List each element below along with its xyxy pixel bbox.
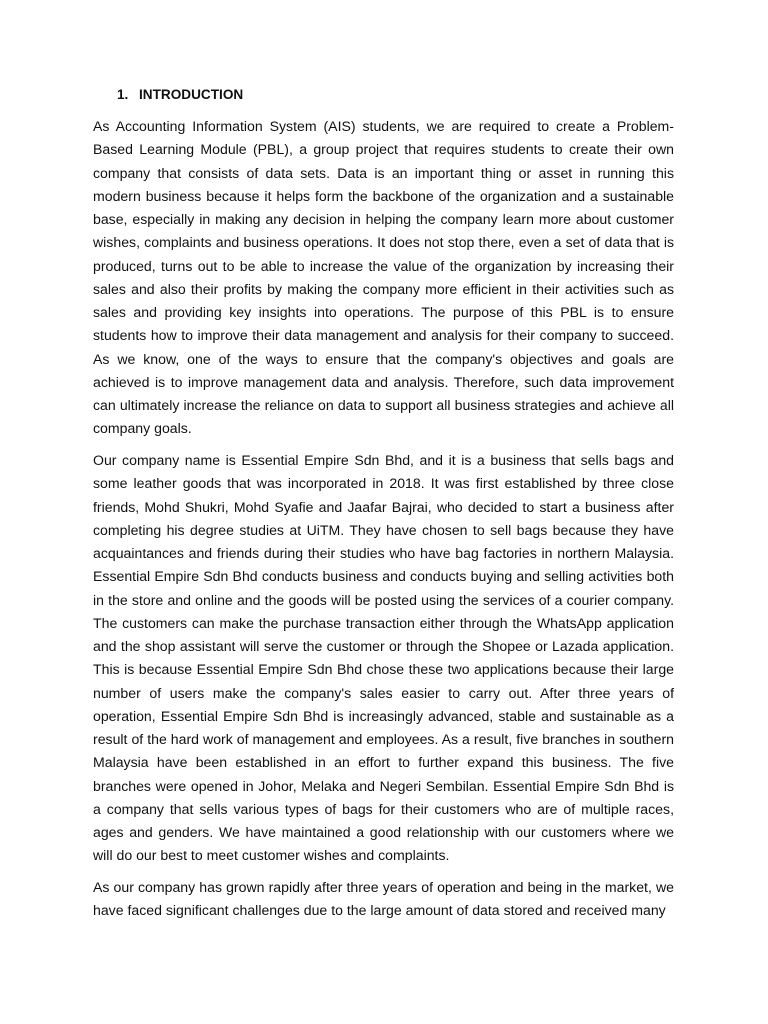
section-number: 1. <box>117 87 129 102</box>
section-title: INTRODUCTION <box>139 87 244 102</box>
paragraph-company: Our company name is Essential Empire Sdn Bhd, and it is a business that sells bags and some leather goods that was incorporated in 2018. It was first established by three close friends, Mohd Shukri, Mohd Syafie and Jaafar Bajrai, who decided to start a business after completing his degree studies at UiTM. They have chosen to sell bags because they have acquaintances and friends during their studies who have bag factories in northern Malaysia. Essential Empire Sdn Bhd conducts business and conducts buying and selling activities both in the store and online and the goods will be posted using the services of a courier company. The customers can make the purchase transaction either through the WhatsApp application and the shop assistant will serve the customer or through the Shopee or Lazada application. This is because Essential Empire Sdn Bhd chose these two applications because their large number of users make the company's sales easier to carry out. After three years of operation, Essential Empire Sdn Bhd is increasingly advanced, stable and sustainable as a result of the hard work of management and employees. As a result, five branches in southern Malaysia have been established in an effort to further expand this business. The five branches were opened in Johor, Melaka and Negeri Sembilan. Essential Empire Sdn Bhd is a company that sells various types of bags for their customers who are of multiple races, ages and genders. We have maintained a good relationship with our customers where we will do our best to meet customer wishes and complaints. <box>93 452 674 864</box>
paragraph-challenges: As our company has grown rapidly after three years of operation and being in the market, we have faced significant challenges due to the large amount of data stored and received many <box>93 879 674 919</box>
paragraph-intro: As Accounting Information System (AIS) students, we are required to create a Problem-Based Learning Module (PBL), a group project that requires students to create their own company that consists of data sets. Data is an important thing or asset in running this modern business because it helps form the backbone of the organization and a sustainable base, especially in making any decision in helping the company learn more about customer wishes, complaints and business operations. It does not stop there, even a set of data that is produced, turns out to be able to increase the value of the organization by increasing their sales and also their profits by making the company more efficient in their activities such as sales and providing key insights into operations. The purpose of this PBL is to ensure students how to improve their data management and analysis for their company to succeed. As we know, one of the ways to ensure that the company's objectives and goals are achieved is to improve management data and analysis. Therefore, such data improvement can ultimately increase the reliance on data to support all business strategies and achieve all company goals. <box>93 118 674 437</box>
section-heading <box>117 85 674 105</box>
document-page <box>93 85 674 931</box>
